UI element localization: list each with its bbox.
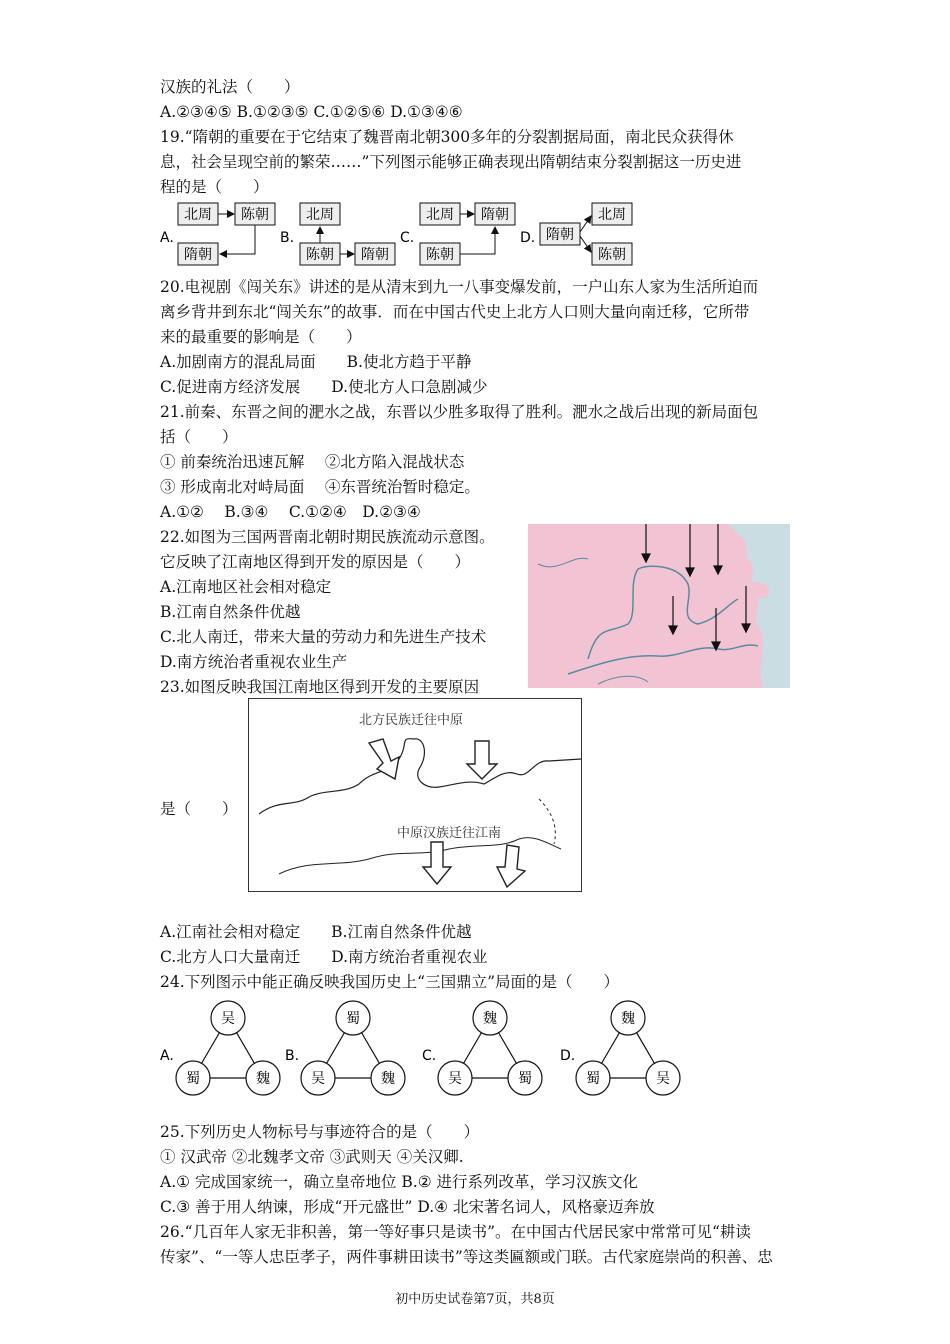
q23-stem: 是（ ） — [160, 800, 238, 818]
q24-option-label: D. — [560, 1048, 576, 1064]
q20-options: C.促进南方经济发展 D.使北方人口急剧减少 — [160, 378, 488, 396]
q24-node-right: 魏 — [256, 1071, 270, 1087]
q19-diagrams — [160, 198, 640, 268]
q24-node-right: 魏 — [381, 1071, 395, 1087]
q26-stem: 26.“几百年人家无非积善，第一等好事只是读书”。在中国古代居民家中常常可见“耕读 — [160, 1223, 751, 1241]
q19b-box1: 北周 — [306, 207, 334, 223]
q21-stem: 括（ ） — [160, 428, 238, 446]
q22-option: C.北人南迁，带来大量的劳动力和先进生产技术 — [160, 628, 487, 646]
q24-node-top: 蜀 — [346, 1011, 360, 1027]
svg-text:D.: D. — [520, 230, 536, 246]
north-migration-label: 北方民族迁往中原 — [359, 713, 464, 728]
q24-option-label: C. — [422, 1048, 437, 1064]
q20-stem: 离乡背井到东北“闯关东”的故事．而在中国古代史上北方人口则大量向南迁移，它所带 — [160, 303, 750, 321]
q24-node-right: 吴 — [656, 1071, 670, 1087]
q25-items: ① 汉武帝 ②北魏孝文帝 ③武则天 ④关汉卿. — [160, 1148, 464, 1166]
q19b-box3: 隋朝 — [361, 247, 389, 263]
q22-stem: 它反映了江南地区得到开发的原因是（ ） — [160, 553, 471, 571]
q21-items: ③ 形成南北对峙局面 ④东晋统治暂时稳定。 — [160, 478, 480, 496]
q24-node-top: 魏 — [483, 1011, 497, 1027]
south-migration-label: 中原汉族迁往江南 — [397, 826, 502, 841]
q19a-box1: 北周 — [184, 207, 212, 223]
q26-stem: 传家”、“一等人忠臣孝子，两件事耕田读书”等这类匾额或门联。古代家庭崇尚的积善、忠 — [160, 1248, 773, 1266]
q21-stem: 21.前秦、东晋之间的淝水之战，东晋以少胜多取得了胜利。淝水之战后出现的新局面包 — [160, 403, 759, 421]
q19d-box3: 陈朝 — [598, 247, 626, 263]
q19-stem: 程的是（ ） — [160, 178, 269, 196]
q24-node-left: 蜀 — [586, 1071, 600, 1087]
q25-options: A.① 完成国家统一，确立皇帝地位 B.② 进行系列改革，学习汉族文化 — [160, 1173, 639, 1191]
q24-node-left: 吴 — [448, 1071, 462, 1087]
q19a-box2: 陈朝 — [241, 207, 269, 223]
q24-stem: 24.下列图示中能正确反映我国历史上“三国鼎立”局面的是（ ） — [160, 973, 620, 991]
q23-migration-map — [248, 698, 582, 892]
q24-option-label: A. — [160, 1048, 174, 1064]
q24-option-label: B. — [285, 1048, 300, 1064]
q22-option: B.江南自然条件优越 — [160, 603, 301, 621]
svg-text:C.: C. — [400, 230, 415, 246]
q22-migration-map — [528, 524, 790, 688]
q24-node-top: 魏 — [621, 1011, 635, 1027]
q23-options: A.江南社会相对稳定 B.江南自然条件优越 — [160, 923, 472, 941]
q25-stem: 25.下列历史人物标号与事迹符合的是（ ） — [160, 1123, 480, 1141]
q19d-box1: 隋朝 — [546, 227, 574, 243]
q24-node-top: 吴 — [221, 1011, 235, 1027]
q21-options: A.①② B.③④ C.①②④ D.②③④ — [160, 503, 421, 521]
q20-stem: 来的最重要的影响是（ ） — [160, 328, 362, 346]
text-line: 汉族的礼法（ ） — [160, 78, 300, 96]
q19d-box2: 北周 — [598, 207, 626, 223]
q24-node-right: 蜀 — [518, 1071, 532, 1087]
q24-node-left: 吴 — [311, 1071, 325, 1087]
q18-options: A.②③④⑤ B.①②③⑤ C.①②⑤⑥ D.①③④⑥ — [160, 103, 463, 121]
q22-option: A.江南地区社会相对稳定 — [160, 578, 332, 596]
page-footer: 初中历史试卷第7页，共8页 — [395, 1292, 555, 1307]
q22-option: D.南方统治者重视农业生产 — [160, 653, 348, 671]
q20-stem: 20.电视剧《闯关东》讲述的是从清末到九一八事变爆发前，一户山东人家为生活所迫而 — [160, 278, 759, 296]
q19b-box2: 陈朝 — [306, 247, 334, 263]
q23-stem: 23.如图反映我国江南地区得到开发的主要原因 — [160, 678, 480, 696]
q25-options: C.③ 善于用人纳谏，形成“开元盛世” D.④ 北宋著名词人，风格豪迈奔放 — [160, 1198, 655, 1216]
q19c-box3: 陈朝 — [426, 247, 454, 263]
q19a-box3: 隋朝 — [184, 247, 212, 263]
q24-node-left: 蜀 — [186, 1071, 200, 1087]
q24-diagrams — [160, 998, 720, 1098]
q22-stem: 22.如图为三国两晋南北朝时期民族流动示意图。 — [160, 528, 495, 546]
q19-option-label: A. — [160, 230, 174, 246]
q19-stem: 息，社会呈现空前的繁荣……”下列图示能够正确表现出隋朝结束分裂割据这一历史进 — [160, 153, 742, 171]
q20-options: A.加剧南方的混乱局面 B.使北方趋于平静 — [160, 353, 472, 371]
q23-options: C.北方人口大量南迁 D.南方统治者重视农业 — [160, 948, 488, 966]
q21-items: ① 前秦统治迅速瓦解 ②北方陷入混战状态 — [160, 453, 465, 471]
svg-text:B.: B. — [280, 230, 295, 246]
q19c-box2: 隋朝 — [481, 207, 509, 223]
q19c-box1: 北周 — [426, 207, 454, 223]
q19-stem: 19.“隋朝的重要在于它结束了魏晋南北朝300多年的分裂割据局面，南北民众获得休 — [160, 128, 734, 146]
